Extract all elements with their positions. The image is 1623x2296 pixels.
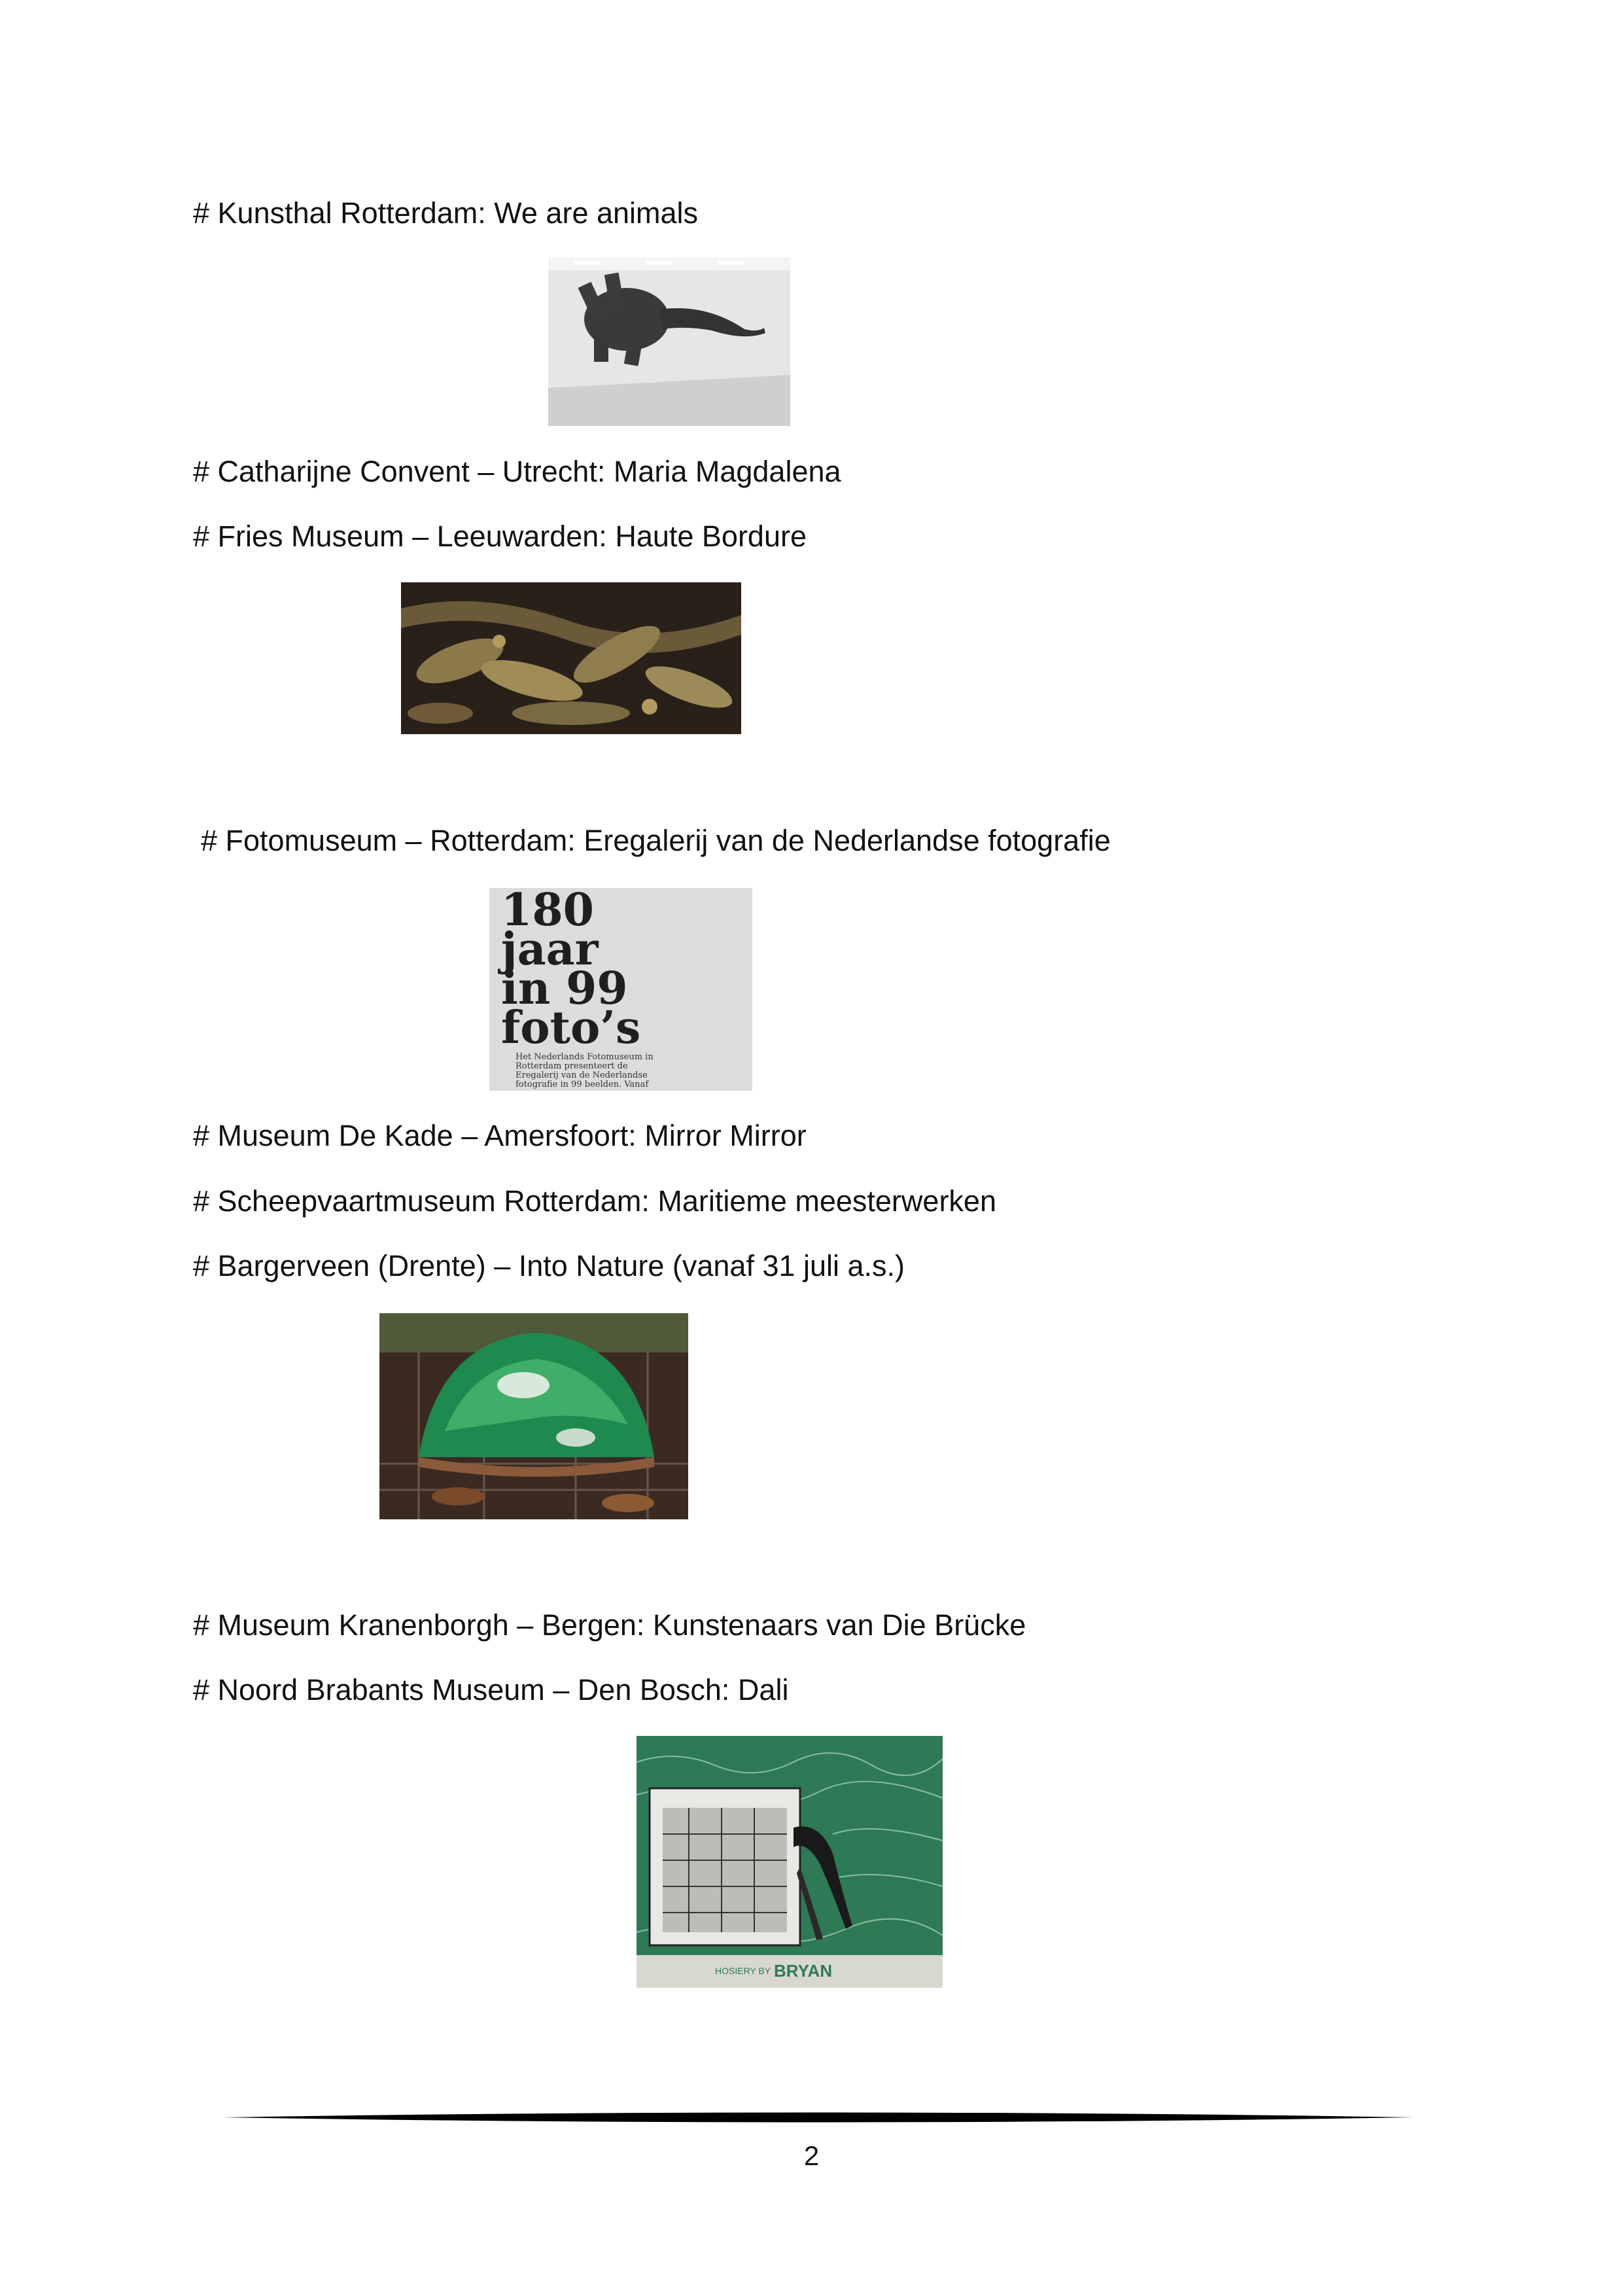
page-number: 2 xyxy=(803,2140,820,2171)
clipping-headline-3: in 99 xyxy=(501,963,628,1015)
embroidery-image xyxy=(401,582,741,734)
clipping-caption-3: Eregalerij van de Nederlandse xyxy=(515,1070,648,1080)
entry-catharijne: # Catharijne Convent – Utrecht: Maria Magdalena xyxy=(193,455,841,488)
entry-kunsthal: # Kunsthal Rotterdam: We are animals xyxy=(193,196,699,230)
clipping-headline-4: foto’s xyxy=(501,1002,641,1054)
entry-scheepvaart: # Scheepvaartmuseum Rotterdam: Maritieme meesterwerken xyxy=(193,1184,996,1218)
entry-fotomuseum: # Fotomuseum – Rotterdam: Eregalerij van de Nederlandse fotografie xyxy=(201,824,1111,857)
entry-kranenborgh: # Museum Kranenborgh – Bergen: Kunstenaars van Die Brücke xyxy=(193,1608,1026,1642)
clipping-caption-2: Rotterdam presenteert de xyxy=(515,1061,628,1071)
poster-tagline: HOSIERY BY xyxy=(715,1966,771,1976)
dali-poster-image xyxy=(637,1736,943,1988)
clipping-headline-2: jaar xyxy=(501,923,599,976)
clipping-caption-4: fotografie in 99 beelden. Vanaf xyxy=(515,1080,649,1089)
green-dome-image xyxy=(379,1313,688,1519)
entry-de-kade: # Museum De Kade – Amersfoort: Mirror Mirror xyxy=(193,1119,807,1152)
entry-bargerveen: # Bargerveen (Drente) – Into Nature (vanaf 31 juli a.s.) xyxy=(193,1249,905,1282)
footer-divider xyxy=(222,2110,1413,2125)
poster-brand: BRYAN xyxy=(774,1961,833,1981)
entry-noord-brabants: # Noord Brabants Museum – Den Bosch: Dali xyxy=(193,1673,789,1706)
elephant-sculpture-image xyxy=(548,257,790,426)
clipping-headline-1: 180 xyxy=(501,888,594,936)
clipping-caption-1: Het Nederlands Fotomuseum in xyxy=(515,1052,654,1062)
newspaper-clipping-image xyxy=(489,888,752,1091)
entry-fries: # Fries Museum – Leeuwarden: Haute Bordure xyxy=(193,520,807,553)
